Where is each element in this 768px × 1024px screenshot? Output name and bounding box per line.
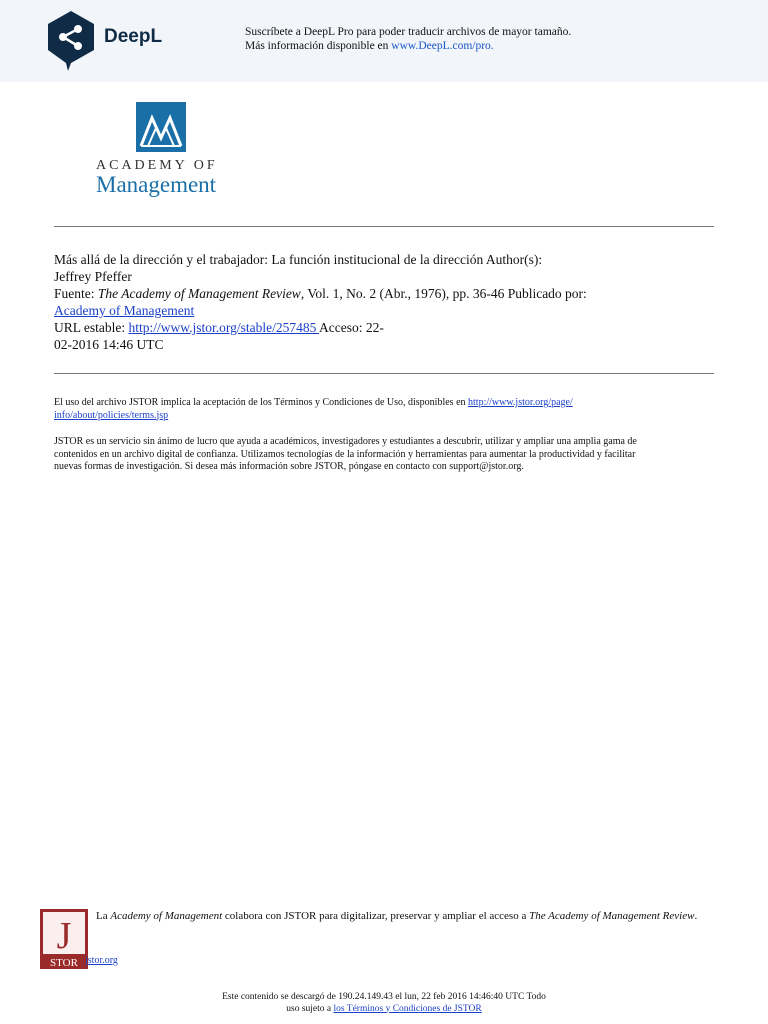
- citation-block: [54, 251, 674, 353]
- collab-journal: The Academy of Management Review: [529, 910, 695, 922]
- deepl-promo-line1: Suscríbete a DeepL Pro para poder traducir archivos de mayor tamaño.: [245, 26, 572, 38]
- aom-logo-line1: ACADEMY OF: [96, 158, 218, 173]
- jstor-url: [85, 955, 118, 966]
- jstor-about: [54, 436, 694, 474]
- deepl-promo-line2: [245, 39, 571, 53]
- stable-url-label: URL estable:: [54, 320, 129, 335]
- publisher-line: [54, 302, 674, 319]
- stable-url-link[interactable]: http://www.jstor.org/stable/257485: [128, 320, 319, 335]
- deepl-logo-icon[interactable]: [46, 10, 96, 72]
- about-line2: contenidos en un archivo digital de confianza. Utilizamos tecnologías de la información y herramientas para aumentar la productividad y facilitar: [54, 448, 636, 460]
- terms-link-part2[interactable]: info/about/policies/terms.jsp: [54, 409, 169, 421]
- article-author: Jeffrey Pfeffer: [54, 269, 132, 284]
- download-footer: [0, 992, 768, 1015]
- deepl-pro-link[interactable]: www.DeepL.com/pro.: [391, 40, 494, 52]
- access-date: 02-2016 14:46 UTC: [54, 337, 164, 352]
- deepl-brand-name: DeepL: [104, 26, 163, 47]
- deepl-promo-text: [245, 25, 571, 53]
- terms-text: El uso del archivo JSTOR implica la aceptación de los Términos y Condiciones de Uso, disponibles en: [54, 397, 469, 408]
- collab-org: Academy of Management: [110, 910, 223, 922]
- jstor-logo-icon: [40, 909, 88, 969]
- article-title: Más allá de la dirección y el trabajador: La función institucional de la dirección Author(s):: [54, 252, 543, 267]
- jstor-logo-text: STOR: [50, 957, 78, 969]
- collaboration-note: [96, 910, 697, 922]
- aom-mountain-icon: [136, 102, 186, 152]
- source-details: , Vol. 1, No. 2 (Abr., 1976), pp. 36-46 Publicado por:: [300, 286, 587, 301]
- collab-prefix: La: [96, 910, 111, 922]
- deepl-promo-prefix: Más información disponible en: [245, 40, 392, 52]
- middle-divider: [54, 373, 714, 374]
- footer-line2: [0, 1004, 768, 1016]
- aom-logo-line2: Management: [96, 172, 217, 197]
- top-divider: [54, 226, 714, 227]
- footer-prefix: uso sujeto a: [286, 1003, 334, 1014]
- stable-url-line: [54, 319, 674, 336]
- jstor-url-link[interactable]: jstor.org: [85, 955, 118, 966]
- access-prefix: Acceso: 22-: [319, 320, 384, 335]
- svg-text:J: J: [56, 915, 72, 957]
- about-line3: nuevas formas de investigación. Si desea más información sobre JSTOR, póngase en contacto con support@jstor.org.: [54, 461, 524, 472]
- publisher-link[interactable]: Academy of Management: [54, 303, 195, 318]
- journal-name: The Academy of Management Review: [97, 286, 301, 301]
- footer-terms-link[interactable]: los Términos y Condiciones de JSTOR: [333, 1003, 482, 1014]
- collab-middle: colabora con JSTOR para digitalizar, preservar y ampliar el acceso a: [222, 910, 530, 922]
- terms-notice: [54, 397, 694, 422]
- academy-of-management-logo: [96, 102, 231, 202]
- collab-suffix: .: [694, 910, 698, 922]
- terms-link-part1[interactable]: http://www.jstor.org/page/: [468, 397, 573, 408]
- footer-line1: Este contenido se descargó de 190.24.149.43 el lun, 22 feb 2016 14:46:40 UTC Todo: [222, 992, 546, 1002]
- about-line1: JSTOR es un servicio sin ánimo de lucro que ayuda a académicos, investigadores y estudiantes a descubrir, utilizar y ampliar una amplia gama de: [54, 436, 637, 447]
- source-label: Fuente:: [54, 286, 98, 301]
- source-line: [54, 285, 674, 302]
- deepl-banner: [0, 0, 768, 82]
